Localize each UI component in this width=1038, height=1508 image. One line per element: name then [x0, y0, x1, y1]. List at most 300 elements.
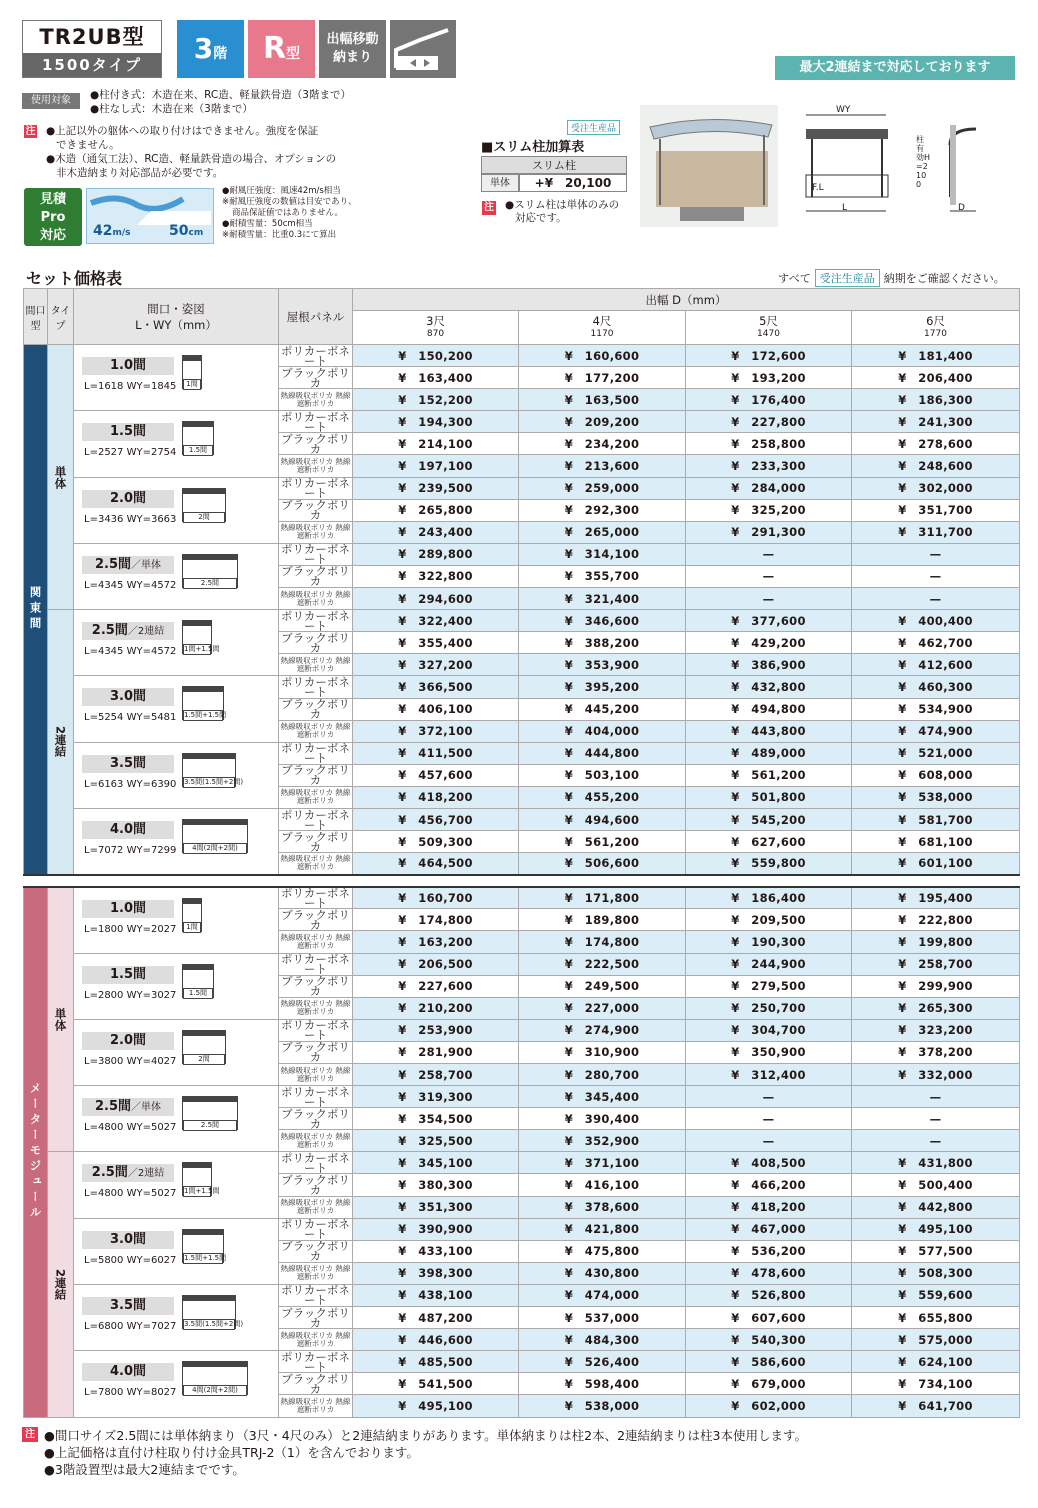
size-dims: L=7800 WY=8027: [84, 1387, 177, 1399]
footer-note-2: ●上記価格は直付け柱取り付け金具TRJ-2（1）を含んでおります。: [44, 1445, 419, 1460]
diagram-wy: WY: [836, 105, 851, 115]
mitsumori-line2: Pro: [40, 210, 66, 225]
size-cell: [74, 742, 279, 808]
price-cell: ¥ 430,800: [519, 1262, 686, 1284]
price-dash: —: [686, 543, 852, 565]
size-figure-icon: [182, 1295, 244, 1329]
price-cell: ¥ 388,200: [519, 632, 686, 654]
shape-letter: R: [262, 31, 287, 66]
price-cell: ¥ 314,100: [519, 543, 686, 565]
panel-name: 熱線吸収ポリカ 熱線遮断ポリカ: [279, 853, 353, 875]
price-row: [24, 610, 1020, 632]
header-depth: 出幅 D（mm）: [353, 289, 1020, 311]
size-label: [82, 966, 174, 984]
price-row: [24, 887, 1020, 909]
price-cell: ¥ 455,200: [519, 786, 686, 808]
price-cell: ¥ 227,800: [686, 411, 852, 433]
region-name: 関東間: [24, 345, 48, 875]
size-figure-icon: [182, 620, 220, 654]
model-type: 1500タイプ: [23, 53, 161, 77]
price-cell: ¥ 371,100: [519, 1152, 686, 1174]
price-cell: ¥ 253,900: [353, 1019, 519, 1041]
price-cell: ¥ 474,900: [852, 720, 1020, 742]
header-col-1: [353, 311, 519, 345]
price-cell: ¥ 460,300: [852, 676, 1020, 698]
price-cell: ¥ 206,500: [353, 953, 519, 975]
depth-move-line1: 出幅移動: [326, 32, 379, 47]
price-cell: ¥ 332,000: [852, 1064, 1020, 1086]
price-cell: ¥ 495,100: [852, 1218, 1020, 1240]
price-cell: ¥ 526,400: [519, 1351, 686, 1373]
size-figure-label: 1.5間+1.5間: [184, 1253, 227, 1262]
size-figure-label: 2.5間: [183, 1120, 237, 1131]
slim-note-1: ●スリム柱は単体のみの: [505, 199, 620, 211]
price-cell: ¥ 319,300: [353, 1086, 519, 1108]
price-cell: ¥ 411,500: [353, 742, 519, 764]
caution-tag: 注: [25, 126, 36, 137]
size-cell: [74, 887, 279, 953]
slim-title: ■スリム柱加算表: [481, 140, 585, 155]
size-figure-label: 1.5間: [183, 445, 213, 456]
panel-name: 熱線吸収ポリカ 熱線遮断ポリカ: [279, 389, 353, 411]
size-figure-label: 2.5間: [183, 578, 237, 589]
panel-name: ブラックポリカ: [279, 1373, 353, 1395]
price-cell: ¥ 281,900: [353, 1041, 519, 1063]
price-cell: ¥ 311,700: [852, 521, 1020, 543]
size-value: 1.0間: [109, 358, 147, 373]
price-cell: ¥ 210,200: [353, 997, 519, 1019]
region-gap: [24, 875, 1020, 887]
header-panel: 屋根パネル: [279, 289, 353, 345]
header-col-3: [686, 311, 852, 345]
size-figure-icon: [182, 1030, 226, 1064]
price-cell: ¥ 400,400: [852, 610, 1020, 632]
price-cell: ¥ 209,200: [519, 411, 686, 433]
price-cell: ¥ 346,600: [519, 610, 686, 632]
size-label: [82, 821, 174, 839]
size-value: 4.0間: [109, 1364, 147, 1380]
size-value: 4.0間: [109, 821, 147, 837]
wind-notes: [222, 186, 357, 241]
header-type: タイプ: [48, 289, 74, 345]
price-cell: ¥ 484,300: [519, 1329, 686, 1351]
price-cell: ¥ 234,200: [519, 433, 686, 455]
depth-move-icon: [390, 20, 456, 78]
price-cell: ¥ 353,900: [519, 654, 686, 676]
panel-name: ポリカーボネート: [279, 411, 353, 433]
size-value: 2.5間: [91, 623, 128, 639]
price-cell: ¥ 299,900: [852, 975, 1020, 997]
size-value: 3.5間: [109, 1297, 147, 1313]
price-cell: ¥ 581,700: [852, 808, 1020, 830]
slim-note-2: 対応です。: [515, 212, 567, 224]
panel-name: 熱線吸収ポリカ 熱線遮断ポリカ: [279, 1329, 353, 1351]
price-cell: ¥ 466,200: [686, 1174, 852, 1196]
price-cell: ¥ 598,400: [519, 1373, 686, 1395]
price-cell: ¥ 443,800: [686, 720, 852, 742]
size-value: 2.5間: [94, 556, 132, 572]
price-cell: ¥ 194,300: [353, 411, 519, 433]
price-cell: ¥ 171,800: [519, 887, 686, 909]
panel-name: ポリカーボネート: [279, 1218, 353, 1240]
size-sub: ／単体: [131, 1102, 162, 1114]
size-figure-icon: [182, 819, 248, 853]
price-cell: ¥ 559,800: [686, 853, 852, 875]
size-value: 1.5間: [109, 424, 147, 440]
size-dims: L=5254 WY=5481: [84, 712, 177, 724]
size-label: [82, 1297, 174, 1315]
size-dims: L=2527 WY=2754: [84, 447, 177, 459]
wind-note-3: 商品保証値ではありません。: [232, 208, 344, 218]
panel-name: ブラックポリカ: [279, 975, 353, 997]
price-cell: ¥ 602,000: [686, 1395, 852, 1417]
price-cell: ¥ 655,800: [852, 1307, 1020, 1329]
size-dims: L=1800 WY=2027: [84, 923, 177, 935]
price-cell: ¥ 398,300: [353, 1262, 519, 1284]
price-cell: ¥ 160,700: [353, 887, 519, 909]
size-cell: [74, 1086, 279, 1152]
type-name: 単体: [48, 345, 74, 610]
size-value: 3.0間: [109, 1231, 147, 1247]
price-cell: ¥ 561,200: [519, 831, 686, 853]
price-cell: ¥ 431,800: [852, 1152, 1020, 1174]
price-cell: ¥ 327,200: [353, 654, 519, 676]
panel-name: 熱線吸収ポリカ 熱線遮断ポリカ: [279, 1196, 353, 1218]
price-cell: ¥ 681,100: [852, 831, 1020, 853]
price-cell: ¥ 222,500: [519, 953, 686, 975]
size-figure-icon: [182, 355, 202, 389]
floor-number: 3: [193, 32, 214, 65]
size-label: [82, 423, 174, 441]
footer-tag: 注: [22, 1427, 38, 1442]
price-cell: ¥ 206,400: [852, 367, 1020, 389]
size-label: [82, 1363, 174, 1381]
price-cell: ¥ 475,800: [519, 1240, 686, 1262]
price-row: [24, 953, 1020, 975]
caution-line3: ●木造（通気工法）、RC造、軽量鉄骨造の場合、オプションの: [46, 153, 337, 165]
depth-move-line2: 納まり: [332, 50, 372, 65]
header-region: 間口型: [24, 289, 48, 345]
panel-name: 熱線吸収ポリカ 熱線遮断ポリカ: [279, 997, 353, 1019]
mitsumori-line1: 見積: [39, 192, 66, 207]
size-value: 2.5間: [91, 1165, 128, 1181]
shape-unit: 型: [286, 46, 301, 62]
price-cell: ¥ 345,400: [519, 1086, 686, 1108]
size-cell: [74, 676, 279, 742]
panel-name: ブラックポリカ: [279, 632, 353, 654]
price-dash: —: [686, 1086, 852, 1108]
header-size-line1: 間口・姿図: [147, 301, 205, 316]
price-cell: ¥ 408,500: [686, 1152, 852, 1174]
size-value: 3.5間: [109, 755, 147, 771]
panel-name: ブラックポリカ: [279, 1240, 353, 1262]
wind-speed: [93, 223, 131, 239]
col-shaku: 4尺: [592, 313, 612, 328]
col-mm: 870: [426, 328, 445, 339]
panel-name: 熱線吸収ポリカ 熱線遮断ポリカ: [279, 931, 353, 953]
col-mm: 1770: [924, 328, 947, 339]
slim-col-header: スリム柱: [481, 156, 627, 174]
panel-name: ブラックポリカ: [279, 1041, 353, 1063]
size-cell: [74, 610, 279, 676]
diagram-height: 柱有効H=2100: [916, 135, 931, 189]
price-cell: ¥ 416,100: [519, 1174, 686, 1196]
diagram-d: D: [958, 203, 965, 213]
price-cell: ¥ 446,600: [353, 1329, 519, 1351]
price-cell: ¥ 432,800: [686, 676, 852, 698]
size-dims: L=1618 WY=1845: [84, 381, 177, 392]
price-cell: ¥ 181,400: [852, 345, 1020, 367]
price-cell: ¥ 279,500: [686, 975, 852, 997]
size-figure-label: 1間+1.5間: [184, 1187, 220, 1196]
footer-notes: [22, 1427, 807, 1478]
slim-badge: 受注生産品: [567, 120, 620, 135]
price-cell: ¥ 494,800: [686, 698, 852, 720]
size-dims: L=3436 WY=3663: [84, 513, 177, 525]
col-mm: 1170: [590, 328, 614, 339]
price-cell: ¥ 734,100: [852, 1373, 1020, 1395]
price-cell: ¥ 352,900: [519, 1130, 686, 1152]
diagram-fl: F.L: [812, 183, 824, 193]
panel-name: ブラックポリカ: [279, 1307, 353, 1329]
price-row: [24, 1218, 1020, 1240]
panel-name: ブラックポリカ: [279, 367, 353, 389]
wind-note-4: ●耐積雪量：50cm相当: [222, 219, 313, 229]
price-cell: ¥ 278,600: [852, 433, 1020, 455]
price-cell: ¥ 280,700: [519, 1064, 686, 1086]
size-sub: ／2連結: [127, 626, 165, 638]
panel-name: 熱線吸収ポリカ 熱線遮断ポリカ: [279, 1262, 353, 1284]
price-row: [24, 1351, 1020, 1373]
size-label: [82, 755, 174, 773]
price-cell: ¥ 249,500: [519, 975, 686, 997]
panel-name: ポリカーボネート: [279, 1152, 353, 1174]
panel-name: ポリカーボネート: [279, 1351, 353, 1373]
size-figure-label: 3.5間(1.5間+2間): [184, 1319, 244, 1328]
price-cell: ¥ 380,300: [353, 1174, 519, 1196]
price-table-title: セット価格表: [26, 269, 123, 288]
price-cell: ¥ 163,400: [353, 367, 519, 389]
price-cell: ¥ 607,600: [686, 1307, 852, 1329]
price-cell: ¥ 174,800: [353, 909, 519, 931]
price-dash: —: [686, 588, 852, 610]
price-cell: ¥ 243,400: [353, 521, 519, 543]
panel-name: ポリカーボネート: [279, 477, 353, 499]
price-cell: ¥ 265,000: [519, 521, 686, 543]
price-cell: ¥ 577,500: [852, 1240, 1020, 1262]
price-table: [23, 288, 1020, 1418]
price-dash: —: [852, 543, 1020, 565]
price-cell: ¥ 390,400: [519, 1108, 686, 1130]
slim-note-tag: 注: [484, 202, 494, 213]
region-divider: [24, 875, 1020, 887]
price-cell: ¥ 390,900: [353, 1218, 519, 1240]
size-figure-label: 2間: [183, 512, 225, 523]
price-cell: ¥ 259,000: [519, 477, 686, 499]
price-row: [24, 1152, 1020, 1174]
price-cell: ¥ 265,300: [852, 997, 1020, 1019]
slim-row-value: +¥ 20,100: [519, 174, 627, 192]
price-cell: ¥ 325,200: [686, 499, 852, 521]
price-cell: ¥ 163,500: [519, 389, 686, 411]
size-figure-icon: [182, 1096, 238, 1130]
size-cell: [74, 543, 279, 609]
price-cell: ¥ 464,500: [353, 853, 519, 875]
price-cell: ¥ 641,700: [852, 1395, 1020, 1417]
header-col-4: [852, 311, 1020, 345]
price-cell: ¥ 227,600: [353, 975, 519, 997]
size-cell: [74, 808, 279, 874]
size-figure-label: 4間(2間+2間): [183, 843, 247, 854]
note-badge: 受注生産品: [815, 269, 880, 287]
panel-name: ポリカーボネート: [279, 543, 353, 565]
size-dims: L=4800 WY=5027: [84, 1122, 177, 1134]
panel-name: 熱線吸収ポリカ 熱線遮断ポリカ: [279, 786, 353, 808]
panel-name: ポリカーボネート: [279, 345, 353, 367]
price-cell: ¥ 489,000: [686, 742, 852, 764]
product-photo: [640, 105, 778, 227]
price-cell: ¥ 457,600: [353, 764, 519, 786]
shape-tile: [248, 20, 315, 78]
price-cell: ¥ 624,100: [852, 1351, 1020, 1373]
price-cell: ¥ 377,600: [686, 610, 852, 632]
panel-name: ポリカーボネート: [279, 953, 353, 975]
size-cell: [74, 1284, 279, 1350]
price-cell: ¥ 258,800: [686, 433, 852, 455]
price-row: [24, 808, 1020, 830]
footer-note-1: ●間口サイズ2.5間には単体納まり（3尺・4尺のみ）と2連結納まりがあります。単体納まりは柱2本、2連結納まりは柱3本使用します。: [44, 1428, 808, 1443]
price-cell: ¥ 233,300: [686, 455, 852, 477]
panel-name: ブラックポリカ: [279, 831, 353, 853]
price-cell: ¥ 195,400: [852, 887, 1020, 909]
price-cell: ¥ 322,400: [353, 610, 519, 632]
price-dash: —: [852, 565, 1020, 587]
price-cell: ¥ 284,000: [686, 477, 852, 499]
price-cell: ¥ 323,200: [852, 1019, 1020, 1041]
col-mm: 1470: [757, 328, 780, 339]
price-cell: ¥ 462,700: [852, 632, 1020, 654]
price-cell: ¥ 442,800: [852, 1196, 1020, 1218]
price-cell: ¥ 474,000: [519, 1284, 686, 1306]
price-cell: ¥ 487,200: [353, 1307, 519, 1329]
panel-name: 熱線吸収ポリカ 熱線遮断ポリカ: [279, 1064, 353, 1086]
price-row: [24, 1086, 1020, 1108]
price-row: [24, 477, 1020, 499]
panel-name: 熱線吸収ポリカ 熱線遮断ポリカ: [279, 1395, 353, 1417]
price-cell: ¥ 601,100: [852, 853, 1020, 875]
price-cell: ¥ 608,000: [852, 764, 1020, 786]
price-cell: ¥ 244,900: [686, 953, 852, 975]
price-cell: ¥ 372,100: [353, 720, 519, 742]
price-dash: —: [686, 1108, 852, 1130]
price-cell: ¥ 509,300: [353, 831, 519, 853]
price-cell: ¥ 561,200: [686, 764, 852, 786]
size-figure-icon: [182, 753, 244, 787]
size-value: 1.0間: [109, 900, 147, 916]
size-dims: L=4800 WY=5027: [84, 1188, 177, 1200]
size-label: [82, 556, 174, 574]
price-cell: ¥ 378,600: [519, 1196, 686, 1218]
price-cell: ¥ 467,000: [686, 1218, 852, 1240]
price-cell: ¥ 345,100: [353, 1152, 519, 1174]
size-figure-icon: [182, 1229, 227, 1263]
wind-note-2: ※耐風圧強度の数値は目安であり、: [222, 197, 357, 207]
price-cell: ¥ 176,400: [686, 389, 852, 411]
price-cell: ¥ 438,100: [353, 1284, 519, 1306]
panel-name: ポリカーボネート: [279, 676, 353, 698]
price-cell: ¥ 189,800: [519, 909, 686, 931]
panel-name: ポリカーボネート: [279, 1086, 353, 1108]
price-cell: ¥ 350,900: [686, 1041, 852, 1063]
price-cell: ¥ 258,700: [852, 953, 1020, 975]
diagram-l: L: [842, 203, 848, 213]
price-cell: ¥ 289,800: [353, 543, 519, 565]
size-dims: L=5800 WY=6027: [84, 1254, 177, 1266]
price-row: [24, 345, 1020, 367]
price-cell: ¥ 433,100: [353, 1240, 519, 1262]
price-cell: ¥ 193,200: [686, 367, 852, 389]
slim-row-label: 単体: [481, 174, 519, 192]
price-cell: ¥ 150,200: [353, 345, 519, 367]
panel-name: ブラックポリカ: [279, 764, 353, 786]
snow-value: 50: [169, 223, 189, 239]
price-cell: ¥ 152,200: [353, 389, 519, 411]
panel-name: ブラックポリカ: [279, 1174, 353, 1196]
price-cell: ¥ 429,200: [686, 632, 852, 654]
price-cell: ¥ 258,700: [353, 1064, 519, 1086]
size-figure-label: 1間: [183, 379, 201, 390]
price-table-note: [776, 269, 1007, 287]
size-value: 2.5間: [94, 1099, 132, 1115]
size-sub: ／2連結: [127, 1168, 165, 1180]
price-cell: ¥ 366,500: [353, 676, 519, 698]
size-dims: L=7072 WY=7299: [84, 844, 177, 856]
model-badge: [22, 20, 162, 78]
price-cell: ¥ 274,900: [519, 1019, 686, 1041]
price-cell: ¥ 478,600: [686, 1262, 852, 1284]
price-cell: ¥ 508,300: [852, 1262, 1020, 1284]
price-cell: ¥ 227,000: [519, 997, 686, 1019]
price-dash: —: [852, 1108, 1020, 1130]
size-dims: L=4345 WY=4572: [84, 579, 177, 591]
price-dash: —: [686, 565, 852, 587]
type-name: 2連結: [48, 1152, 74, 1417]
floor-tile: [177, 20, 244, 78]
price-cell: ¥ 538,000: [852, 786, 1020, 808]
size-label: [82, 900, 174, 918]
size-figure-icon: [182, 964, 214, 998]
price-cell: ¥ 406,100: [353, 698, 519, 720]
size-label: [82, 1231, 174, 1249]
price-cell: ¥ 421,800: [519, 1218, 686, 1240]
panel-name: 熱線吸収ポリカ 熱線遮断ポリカ: [279, 455, 353, 477]
price-cell: ¥ 190,300: [686, 931, 852, 953]
price-cell: ¥ 541,500: [353, 1373, 519, 1395]
depth-move-tile: [319, 20, 386, 78]
price-cell: ¥ 526,800: [686, 1284, 852, 1306]
price-row: [24, 742, 1020, 764]
size-cell: [74, 953, 279, 1019]
size-figure-label: 1間: [183, 922, 201, 933]
size-value: 2.0間: [109, 1032, 147, 1048]
size-sub: ／単体: [131, 559, 162, 571]
wind-value: 42: [93, 223, 113, 239]
model-name: TR2UB型: [39, 25, 145, 49]
size-dims: L=6163 WY=6390: [84, 778, 177, 790]
price-cell: ¥ 172,600: [686, 345, 852, 367]
price-cell: ¥ 351,700: [852, 499, 1020, 521]
size-label: [82, 688, 174, 706]
